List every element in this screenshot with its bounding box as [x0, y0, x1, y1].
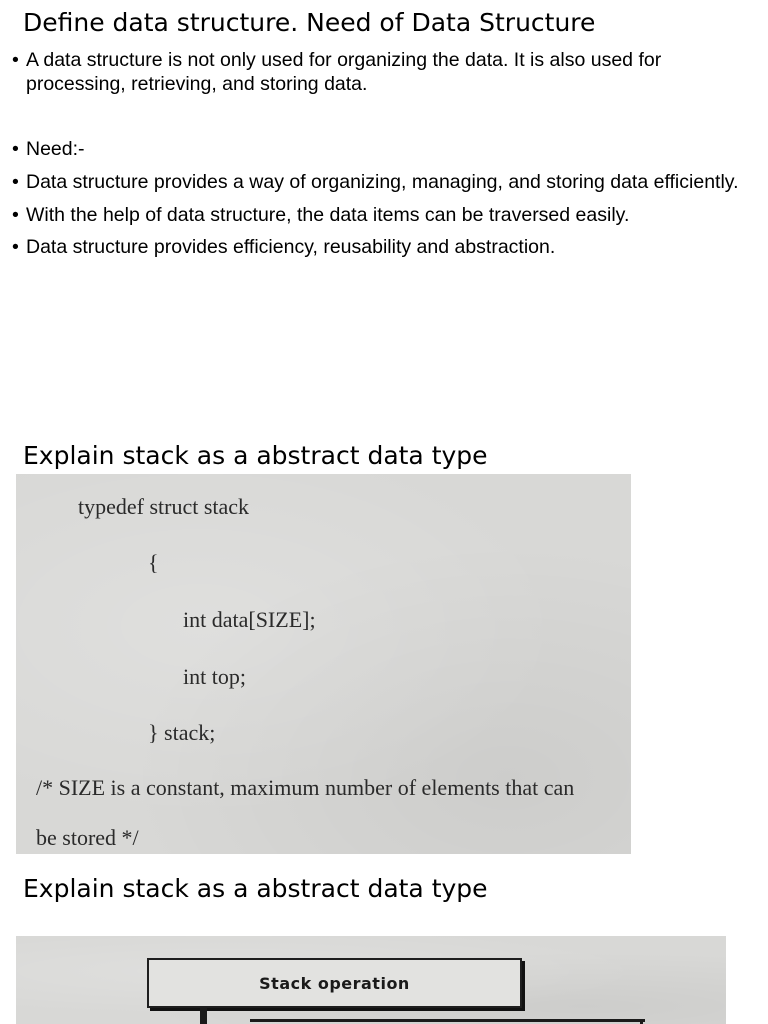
- stack-operation-diagram-photo: [16, 936, 726, 1024]
- code-line: } stack;: [148, 720, 216, 745]
- code-line: typedef struct stack: [78, 494, 250, 519]
- section-2-heading: Explain stack as a abstract data type: [23, 441, 488, 470]
- list-item: • Data structure provides a way of organizing, managing, and storing data efficiently.: [10, 170, 750, 194]
- code-line: {: [148, 550, 159, 575]
- need-list: [10, 137, 750, 259]
- stack-struct-code-photo: [16, 474, 631, 854]
- code-line: int top;: [183, 664, 246, 689]
- list-item: • Data structure provides efficiency, reusability and abstraction.: [10, 235, 750, 259]
- code-line: be stored */: [36, 825, 139, 850]
- definition-list: [10, 48, 750, 96]
- list-item: • A data structure is not only used for organizing the data. It is also used for processing, retrieving, and storing data.: [10, 48, 750, 96]
- list-item: • With the help of data structure, the data items can be traversed easily.: [10, 203, 750, 227]
- diagram-connector: [250, 1019, 645, 1022]
- code-line: int data[SIZE];: [183, 607, 316, 632]
- stack-operation-box: Stack operation: [147, 958, 522, 1008]
- section-1-heading: Define data structure. Need of Data Structure: [23, 8, 596, 37]
- list-item: • Need:-: [10, 137, 750, 161]
- code-line: /* SIZE is a constant, maximum number of elements that can: [36, 775, 575, 800]
- diagram-connector: [200, 1008, 207, 1024]
- section-3-heading: Explain stack as a abstract data type: [23, 874, 488, 903]
- diagram-connector: [640, 1019, 643, 1024]
